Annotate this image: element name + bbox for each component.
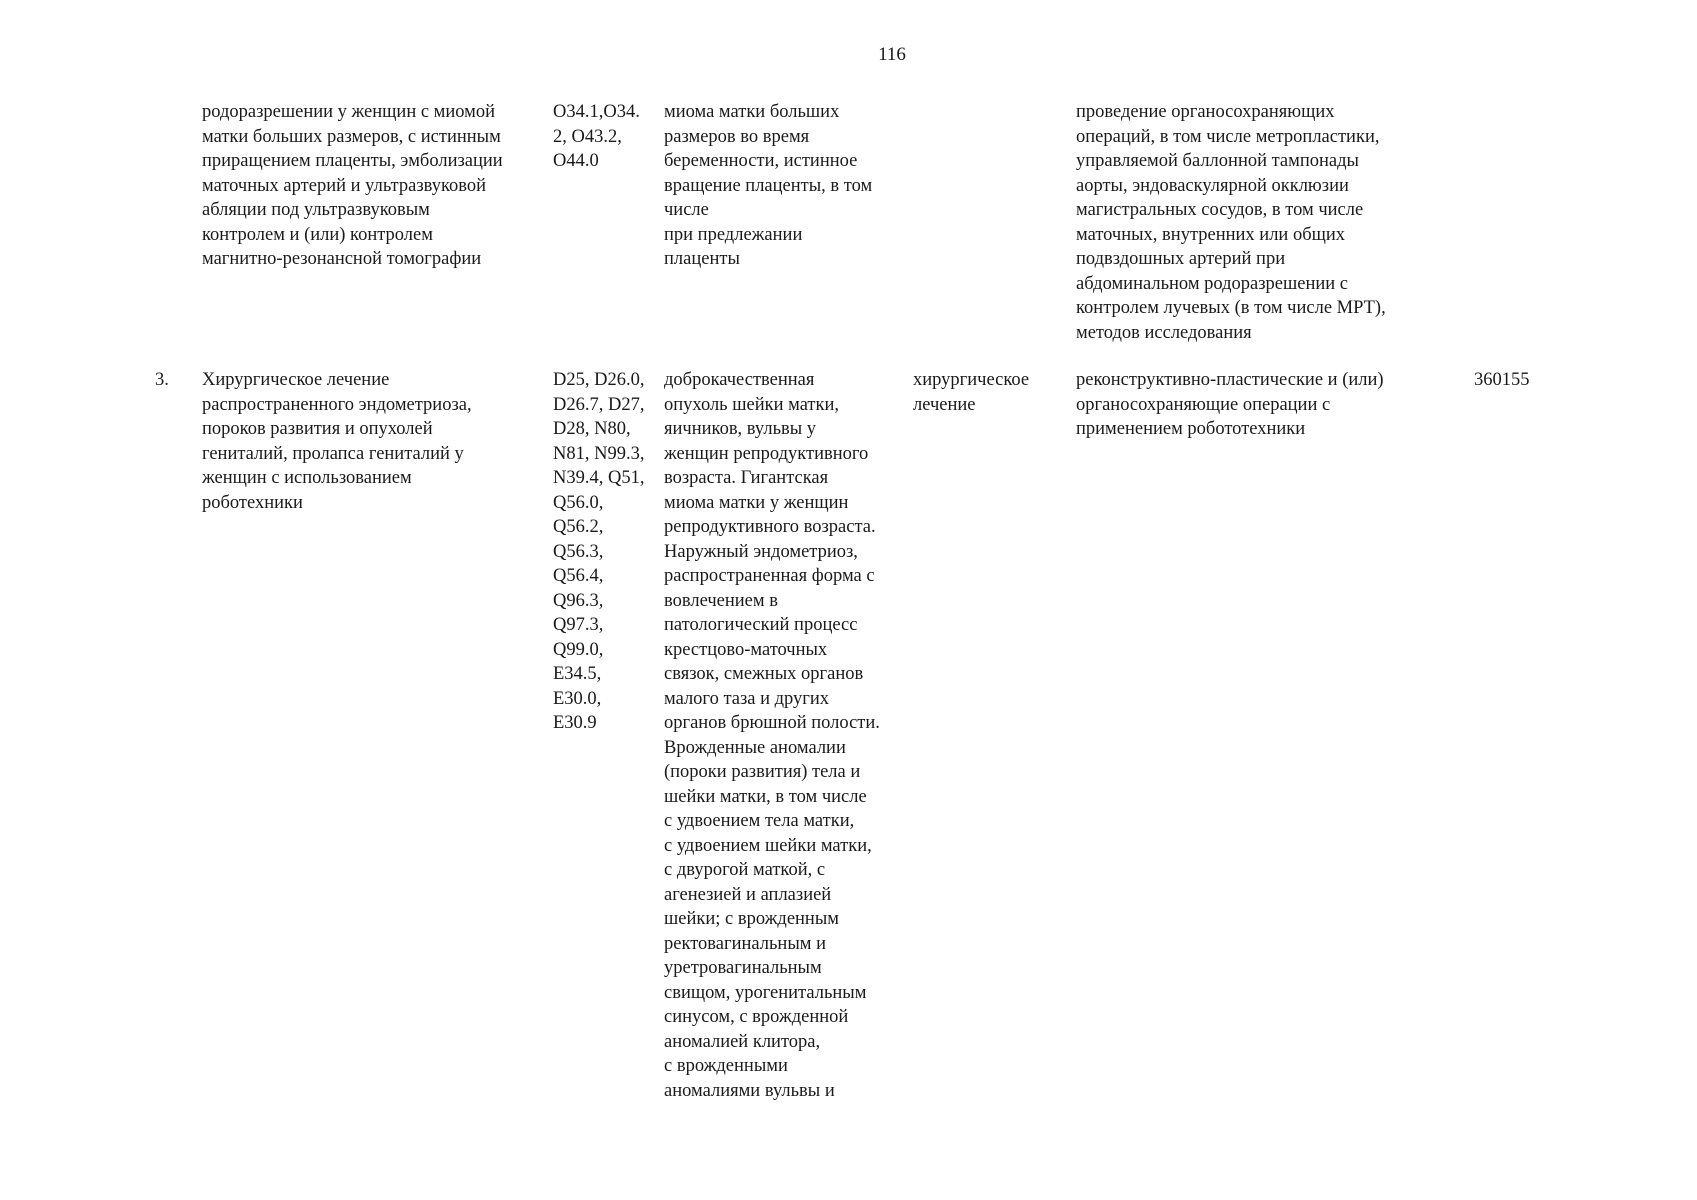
cost: 360155 [1474,370,1530,390]
procedure-name: родоразрешении у женщин с миомой матки больших размеров, с истинным приращением плаценты, эмболизации маточных артерий и ультразвуковой абляции под ультразвуковым контролем и (или) контролем магнитно-резонансной томографии [202,102,503,269]
treatment-method: проведение органосохраняющих операций, в том числе метропластики, управляемой баллонной тампонады аорты, эндоваскулярной окклюзии магистральных сосудов, в том числе маточных, внутренних или общих подвздошных артерий при абдоминальном родоразрешении с контролем лучевых (в том числе МРТ), методов исследования [1076,102,1386,343]
procedure-name: Хирургическое лечение распространенного эндометриоза, пороков развития и опухолей гениталий, пролапса гениталий у женщин с использованием роботехники [202,370,472,513]
patient-model: доброкачественная опухоль шейки матки, яичников, вульвы у женщин репродуктивного возраста. Гигантская миома матки у женщин репродуктивного возраста. Наружный эндометриоз, распространенная форма с вовлечением в патологический процесс крестцово-маточных связок, смежных органов малого таза и других органов брюшной полости. Врожденные аномалии (пороки развития) тела и шейки матки, в том числе с удвоением тела матки, с удвоением шейки матки, с двурогой маткой, с агенезией и аплазией шейки; с врожденным ректовагинальным и уретровагинальным свищом, урогенитальным синусом, с врожденной аномалией клитора, с врожденными аномалиями вульвы и [664,370,880,1101]
icd-codes: D25, D26.0, D26.7, D27, D28, N80, N81, N99.3, N39.4, Q51, Q56.0, Q56.2, Q56.3, Q56.4, Q96.3, Q97.3, Q99.0, E34.5, E30.0, E30.9 [553,370,645,733]
icd-codes: O34.1,O34. 2, O43.2, O44.0 [553,102,640,171]
patient-model: миома матки больших размеров во время беременности, истинное вращение плаценты, в том числе при предлежании плаценты [664,102,873,269]
treatment-method: реконструктивно-пластические и (или) органосохраняющие операции с применением робототехники [1076,370,1384,439]
treatment-type: хирургическое лечение [913,370,1030,415]
page-number: 116 [878,44,906,65]
row-number: 3. [155,370,169,390]
